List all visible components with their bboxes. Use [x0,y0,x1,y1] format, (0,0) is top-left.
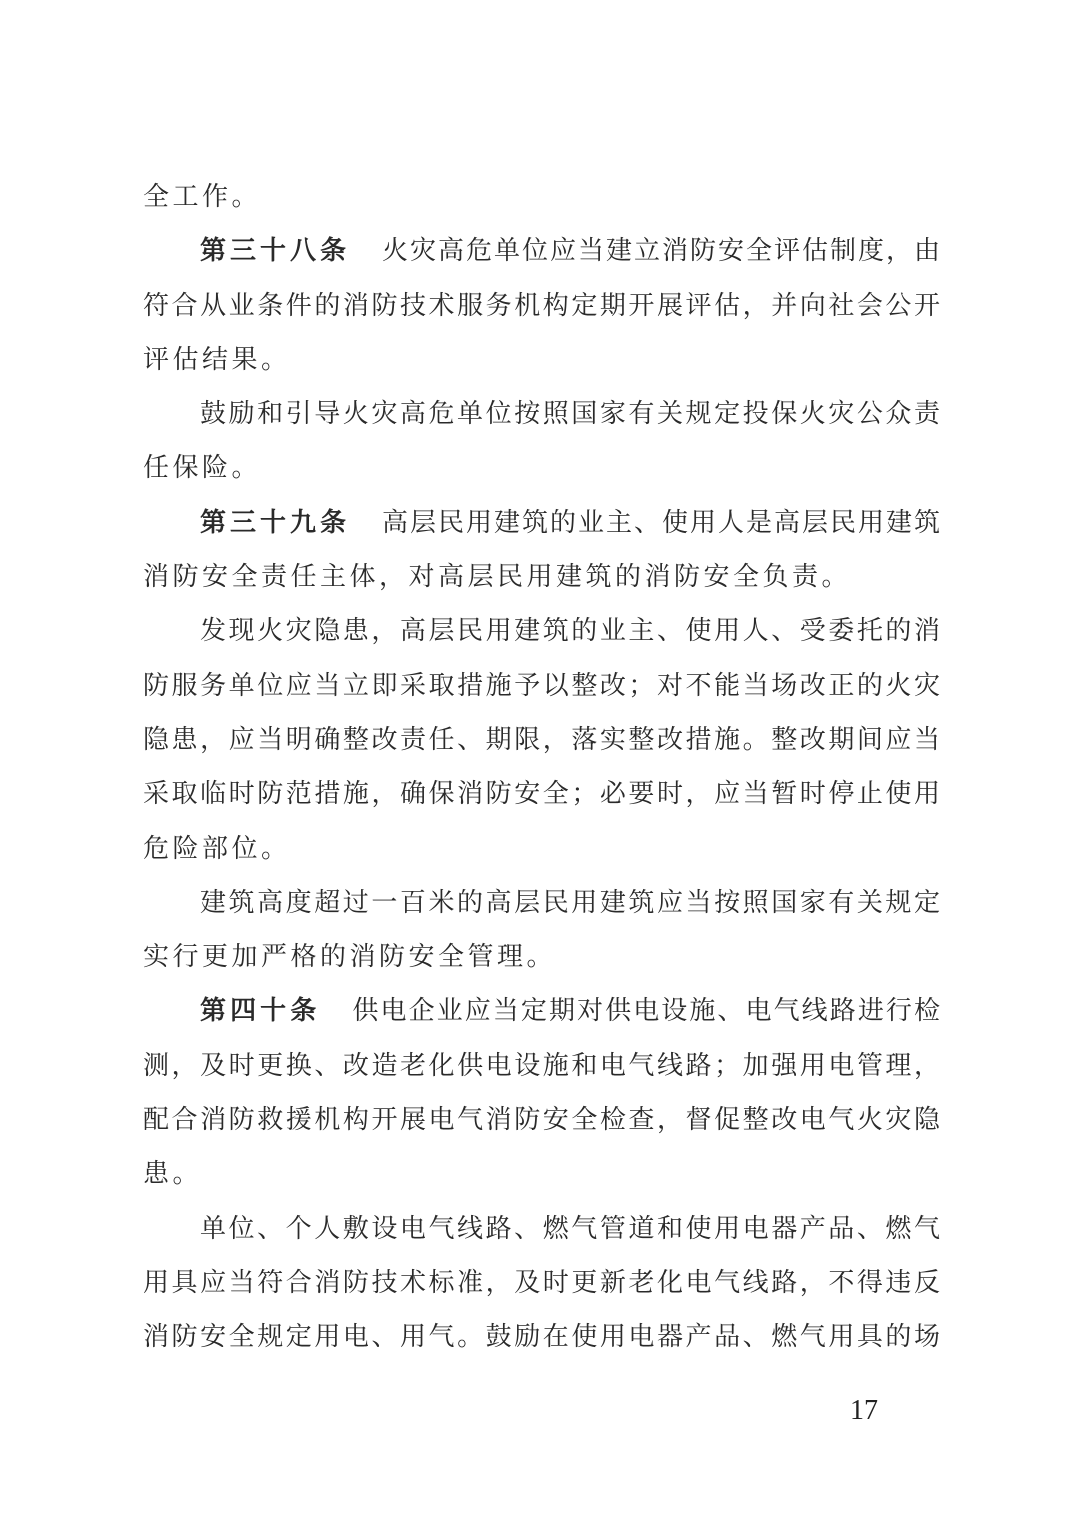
article-40-first-line [143,984,940,1038]
text-line: 消防安全规定用电、用气。鼓励在使用电器产品、燃气用具的场 [143,1322,940,1353]
text-line: 测，及时更换、改造老化供电设施和电气线路；加强用电管理， [143,1050,940,1081]
text-line: 评估结果。 [143,344,291,375]
text-line: 鼓励和引导火灾高危单位按照国家有关规定投保火灾公众责 [200,399,940,430]
text-line: 实行更加严格的消防安全管理。 [143,942,557,973]
text-line: 火灾高危单位应当建立消防安全评估制度，由 [380,236,940,267]
text-line: 任保险。 [143,453,262,484]
text-line: 防服务单位应当立即采取措施予以整改；对不能当场改正的火灾 [143,670,940,701]
text-line: 隐患，应当明确整改责任、期限，落实整改措施。整改期间应当 [143,724,940,755]
article-heading: 第四十条 [200,996,321,1027]
text-line: 供电企业应当定期对供电设施、电气线路进行检 [350,996,940,1027]
article-heading: 第三十八条 [200,236,350,267]
text-line: 单位、个人敷设电气线路、燃气管道和使用电器产品、燃气 [200,1213,940,1244]
text-line: 发现火灾隐患，高层民用建筑的业主、使用人、受委托的消 [200,616,940,647]
text-line: 用具应当符合消防技术标准，及时更新老化电气线路，不得违反 [143,1267,940,1298]
text-line: 全工作。 [143,182,262,212]
text-line: 消防安全责任主体，对高层民用建筑的消防安全负责。 [143,562,852,593]
text-line: 符合从业条件的消防技术服务机构定期开展评估，并向社会公开 [143,290,940,321]
article-38-first-line [143,224,940,278]
text-line: 高层民用建筑的业主、使用人是高层民用建筑 [380,507,940,538]
article-39-first-line [143,496,940,550]
page-number: 17 [850,1395,878,1426]
text-line: 配合消防救援机构开展电气消防安全检查，督促整改电气火灾隐 [143,1105,940,1136]
text-line: 患。 [143,1159,203,1190]
article-heading: 第三十九条 [200,507,350,538]
document-body [143,170,940,1365]
text-line: 危险部位。 [143,833,291,864]
text-line: 建筑高度超过一百米的高层民用建筑应当按照国家有关规定 [200,887,940,918]
text-line: 采取临时防范措施，确保消防安全；必要时，应当暂时停止使用 [143,779,940,810]
